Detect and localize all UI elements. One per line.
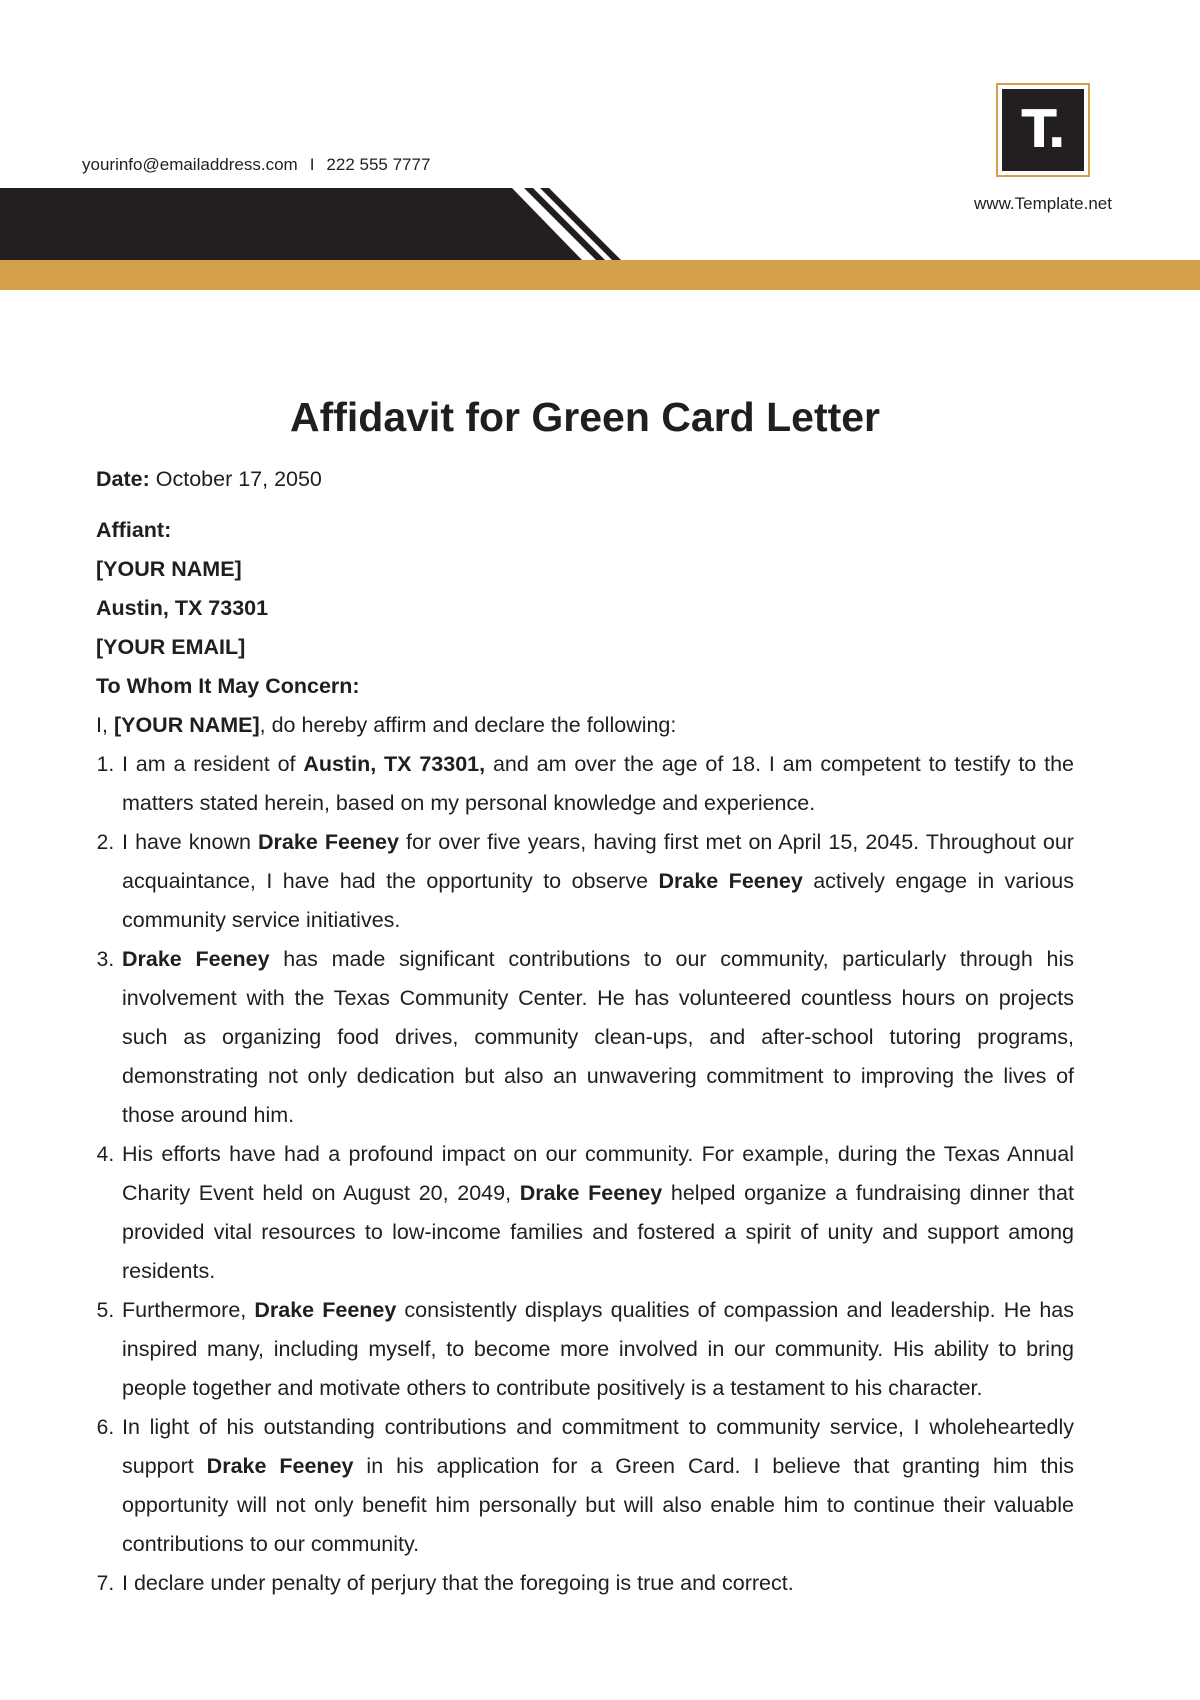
item-bold-text: Drake Feeney [519, 1181, 663, 1205]
item-text: and am over the age of 18. I am competent to testify to the matters stated herein, based on my personal knowledge and experience. [122, 752, 1074, 815]
brand-logo [996, 83, 1090, 177]
logo-mark: T. [1002, 89, 1084, 171]
item-bold-text: Drake Feeney [206, 1454, 354, 1478]
intro-line [96, 706, 1074, 745]
affiant-name [96, 550, 1074, 589]
intro-prefix: I, [96, 713, 108, 737]
affiant-name-text: [YOUR NAME] [96, 557, 242, 581]
date-value: October 17, 2050 [155, 467, 322, 491]
affiant-email [96, 628, 1074, 667]
item-text: I am a resident of [122, 752, 304, 776]
contact-separator: I [309, 155, 315, 174]
list-item [120, 1408, 1074, 1564]
affiant-address-text: Austin, TX 73301 [96, 596, 269, 620]
item-text: I declare under penalty of perjury that the foregoing is true and correct. [122, 1571, 794, 1595]
salutation-text: To Whom It May Concern: [96, 674, 360, 698]
list-item [120, 1564, 1074, 1603]
list-item [120, 1135, 1074, 1291]
date-label: Date: [96, 467, 150, 491]
contact-email: yourinfo@emailaddress.com [82, 155, 298, 174]
contact-phone: 222 555 7777 [326, 155, 431, 174]
affiant-label [96, 511, 1074, 550]
letter-body [96, 392, 1074, 1603]
contact-line [82, 155, 430, 175]
item-bold-text: Drake Feeney [658, 869, 803, 893]
affiant-email-text: [YOUR EMAIL] [96, 635, 246, 659]
letterhead [0, 0, 1200, 300]
list-item [120, 1291, 1074, 1408]
salutation [96, 667, 1074, 706]
item-bold-text: Drake Feeney [258, 830, 399, 854]
list-item [120, 745, 1074, 823]
item-text: His efforts have had a profound impact on our community. For example, during the Texas Annual Charity Event held on August 20, 2049, [122, 1142, 1074, 1205]
affiant-address [96, 589, 1074, 628]
item-bold-text: Drake Feeney [254, 1298, 397, 1322]
item-text: consistently displays qualities of compassion and leadership. He has inspired many, including myself, to become more involved in our community. His ability to bring people together and motivate others to contribute positively is a testament to his character. [122, 1298, 1074, 1400]
affiant-label-text: Affiant: [96, 518, 172, 542]
dark-banner [0, 188, 582, 260]
item-text: Furthermore, [122, 1298, 255, 1322]
intro-name: [YOUR NAME] [113, 713, 260, 737]
item-text: actively engage in various community service initiatives. [122, 869, 1074, 932]
accent-stripe [0, 260, 1200, 290]
item-text: has made significant contributions to our community, particularly through his involvement with the Texas Community Center. He has volunteered countless hours on projects such as organizing food drives, community clean-ups, and after-school tutoring programs, demonstrating not only dedication but also an unwavering commitment to improving the lives of those around him. [122, 947, 1074, 1127]
website-url: www.Template.net [974, 194, 1112, 213]
intro-suffix: , do hereby affirm and declare the following: [259, 713, 677, 737]
page-title: Affidavit for Green Card Letter [289, 394, 881, 440]
item-text: I have known [122, 830, 259, 854]
item-text: for over five years, having first met on April 15, 2045. Throughout our acquaintance, I have had the opportunity to observe [122, 830, 1074, 893]
list-item [120, 823, 1074, 940]
list-item [120, 940, 1074, 1135]
item-text: helped organize a fundraising dinner that provided vital resources to low-income families and fostered a spirit of unity and support among residents. [122, 1181, 1074, 1283]
date-line [96, 460, 1074, 499]
declaration-list [96, 745, 1074, 1603]
item-text: in his application for a Green Card. I believe that granting him this opportunity will not only benefit him personally but will also enable him to continue their valuable contributions to our community. [122, 1454, 1074, 1556]
item-text: In light of his outstanding contributions and commitment to community service, I wholeheartedly support [122, 1415, 1074, 1478]
item-bold-text: Austin, TX 73301, [303, 752, 486, 776]
item-bold-text: Drake Feeney [122, 947, 270, 971]
